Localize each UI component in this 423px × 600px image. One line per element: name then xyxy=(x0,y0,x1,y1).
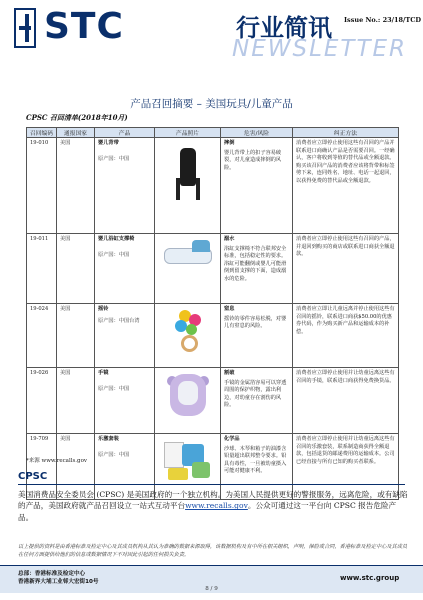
footer-hq-name: 总部：香港标准及检定中心 xyxy=(18,571,86,577)
issue-number: Issue No.: 23/18/TCD xyxy=(344,16,422,24)
page-number: 8 / 9 xyxy=(205,586,218,592)
recall-country: 美国 xyxy=(57,368,95,434)
table-header-row xyxy=(27,128,399,138)
cpsc-paragraph xyxy=(18,489,408,523)
recall-code: 19-024 xyxy=(27,304,57,368)
col-header-country: 通报国家 xyxy=(57,128,95,138)
recall-country: 美国 xyxy=(57,304,95,368)
col-header-code: 召回编码 xyxy=(27,128,57,138)
product-photo-cell xyxy=(155,234,221,304)
hazard-title: 溺水 xyxy=(224,236,235,242)
col-header-product: 产品 xyxy=(95,128,155,138)
table-row xyxy=(27,234,399,304)
recall-remedy: 消费者应立即停止使用并让幼童远离这些有召回的乐激套装，联系制造商获得全额退款，包括退货的邮递费用的运输成本。公司已经直接与所有已知的购买者联系。 xyxy=(293,434,399,500)
product-origin: 原产国：中国 xyxy=(98,451,130,458)
table-row xyxy=(27,368,399,434)
product-origin: 原产国：中国 xyxy=(98,385,130,392)
recall-code: 19-010 xyxy=(27,138,57,234)
col-header-photo: 产品照片 xyxy=(155,128,221,138)
cpsc-heading: CPSC xyxy=(18,471,48,482)
section-subtitle: CPSC 召回清单(2018年10月) xyxy=(26,113,128,122)
table-row xyxy=(27,138,399,234)
section-title: 产品召回摘要 – 美国玩具/儿童产品 xyxy=(130,98,293,110)
music-set-photo-icon xyxy=(160,438,216,484)
recall-code: 19-709 xyxy=(27,434,57,500)
newsletter-header xyxy=(0,0,423,66)
recall-remedy: 消费者应立即停止使用并让幼童远离这些有召回的手镜，联系进口商获得免费换货品。 xyxy=(293,368,399,434)
product-name: 摇铃 xyxy=(98,306,109,312)
bath-seat-photo-icon xyxy=(160,238,216,268)
hazard-title: 割破 xyxy=(224,370,235,376)
recall-product xyxy=(95,304,155,368)
source-note: *来源 www.recalls.gov xyxy=(26,458,87,464)
recall-country: 美国 xyxy=(57,234,95,304)
cpsc-divider xyxy=(18,484,405,485)
recall-remedy: 消费者应立即让儿童远离并停止使用这些有召回的摇铃，联系进口商获$50.00的优惠券代码，作为购买新产品和运输成本的补偿。 xyxy=(293,304,399,368)
recall-product xyxy=(95,138,155,234)
hazard-text: 手镜的金属箔容易可以穿透周围的保护织物，露出利边，对幼童存在割伤的风险。 xyxy=(224,379,287,409)
product-origin: 原产国：中国 xyxy=(98,251,130,258)
product-origin: 原产国：中国 xyxy=(98,155,130,162)
hazard-title: 摔倒 xyxy=(224,140,235,146)
recalls-gov-link[interactable]: www.recalls.gov xyxy=(185,501,248,511)
recall-hazard xyxy=(221,368,293,434)
recall-product xyxy=(95,368,155,434)
disclaimer: 以上提供的资料是由香港标准及检定中心及其成员机构从其认为准确的数据来源取得，该数据机构及有中所在相关组织，声明，保险或合同，香港标准及检定中心及其成员在任何方面提供给他们的信息或数据情况下不对因此引起的任何损失负责。 xyxy=(18,544,408,558)
logo-text: STC xyxy=(44,6,124,47)
baby-carrier-photo-icon xyxy=(174,142,202,202)
cpsc-text-before: 美国消费品安全委员会 (CPSC) 是美国政府的一个独立机构。为美国人民提供更好的警报服务，远离危险，或有缺陷的产品，美国政府就产品召回设立一站式互动平台 xyxy=(18,490,408,511)
recall-product xyxy=(95,234,155,304)
hand-mirror-photo-icon xyxy=(166,372,210,418)
recall-remedy: 消费者应立即停止使用这些有召回的产品，并退回到购买的商店或联系进口商获全额退款。 xyxy=(293,234,399,304)
recall-hazard xyxy=(221,234,293,304)
table-row xyxy=(27,304,399,368)
rattle-photo-icon xyxy=(171,308,205,356)
recall-hazard xyxy=(221,304,293,368)
product-photo-cell xyxy=(155,304,221,368)
recall-hazard xyxy=(221,138,293,234)
recall-table xyxy=(26,127,399,500)
footer-website-link[interactable]: www.stc.group xyxy=(340,574,400,582)
cpsc-text-after: 。公众可通过这一平台向 CPSC 报告危险产品。 xyxy=(18,501,397,522)
hazard-text: 沙球、木琴和箱子的油漆含铅量超出联邦整令要求。铅具有毒性，一旦被幼童摄入可能对健康不利。 xyxy=(224,445,287,475)
product-name: 婴儿背带 xyxy=(98,140,119,146)
recall-remedy: 消费者应立即停止使用这些有召回的产品并联系进口商确认产品是否需要召回。一经确认，客户将收到等值的替代品或全额退款。购买该召回产品的消费者应该将背带和标签剪下来，连同姓名、地址、电话一起退回，以获得免费的替代品或全额退款。 xyxy=(293,138,399,234)
hazard-text: 浴缸支撑椅不符合联邦安全标准，包括稳定性的要求。浴缸可能翻倒或婴儿可能滑倒到留支撑的下面，造成溺水的危险。 xyxy=(224,245,287,282)
product-name: 手镜 xyxy=(98,370,109,376)
recall-code: 19-026 xyxy=(27,368,57,434)
newsletter-title-en: NEWSLETTER xyxy=(232,36,408,62)
newsletter-title-cn: 行业简讯 xyxy=(236,14,332,42)
product-name: 婴儿浴缸支撑椅 xyxy=(98,236,135,242)
recall-country: 美国 xyxy=(57,138,95,234)
col-header-remedy: 纠正方法 xyxy=(293,128,399,138)
product-origin: 原产国：中国台湾 xyxy=(98,317,140,324)
footer-hq-address: 香港新界大埔工业邨大宏街10号 xyxy=(18,579,99,585)
hazard-text: 婴儿背带上的扣子容易破裂，对儿童造成摔倒的风险。 xyxy=(224,149,282,171)
hazard-text: 摇铃的零件容易松脱，对婴儿有窒息的风险。 xyxy=(224,315,287,330)
hazard-title: 化学品 xyxy=(224,436,240,442)
product-photo-cell xyxy=(155,368,221,434)
product-photo-cell xyxy=(155,138,221,234)
recall-country: 美国 xyxy=(57,434,95,500)
hazard-title: 窒息 xyxy=(224,306,235,312)
stc-logo-icon xyxy=(14,8,36,48)
col-header-hazard: 危害/风险 xyxy=(221,128,293,138)
product-name: 乐激套装 xyxy=(98,436,119,442)
recall-code: 19-011 xyxy=(27,234,57,304)
